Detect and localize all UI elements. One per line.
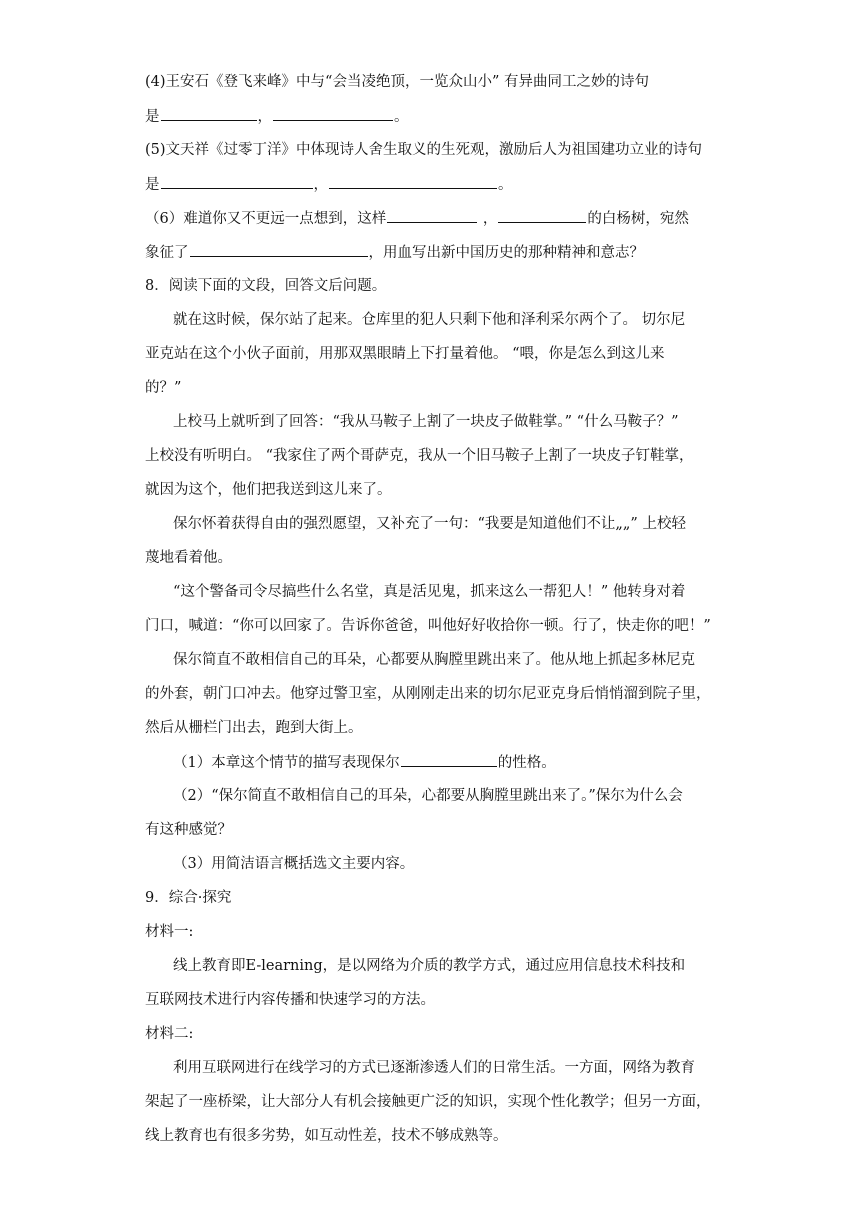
q8-passage-line: 亚克站在这个小伙子面前，用那双黑眼睛上下打量着他。 “喂，你是怎么到这儿来	[145, 346, 665, 362]
q7-item4-prefix: 是	[145, 109, 160, 125]
answer-blank[interactable]	[401, 752, 497, 767]
q9-material2-line: 利用互联网进行在线学习的方式已逐渐渗透人们的日常生活。一方面，网络为教育	[173, 1060, 695, 1076]
q9-material1-label: 材料一:	[145, 924, 194, 940]
q8-passage-line: 的外套，朝门口冲去。他穿过警卫室，从刚刚走出来的切尔尼亚克身后悄悄溜到院子里，	[145, 686, 711, 702]
answer-blank[interactable]	[161, 106, 257, 121]
answer-blank[interactable]	[273, 106, 393, 121]
q8-passage-line: 的？”	[145, 380, 182, 396]
q8-passage-line: 然后从栅栏门出去，跑到大街上。	[145, 720, 363, 736]
q9-material1-line: 线上教育即E-learning，是以网络为介质的教学方式，通过应用信息技术科技和	[173, 958, 686, 974]
answer-blank[interactable]	[498, 208, 586, 223]
q9-material2-label: 材料二:	[145, 1026, 194, 1042]
q7-item5-comma: ，	[313, 177, 328, 193]
q8-sub2-line1: （2）“保尔简直不敢相信自己的耳朵，心都要从胸膛里跳出来了。”保尔为什么会	[173, 788, 683, 804]
q7-item6-line2	[145, 242, 725, 263]
q7-item4-line1: (4)王安石《登飞来峰》中与“会当凌绝顶，一览众山小” 有异曲同工之妙的诗句	[145, 74, 649, 90]
q7-item6-line1	[145, 208, 725, 229]
q7-item4-end: 。	[394, 109, 409, 125]
q8-passage-line: “这个警备司令尽搞些什么名堂，真是活见鬼，抓来这么一帮犯人！” 他转身对着	[173, 584, 686, 600]
q7-item4-line2	[145, 106, 725, 127]
q8-passage-line: 就因为这个，他们把我送到这儿来了。	[145, 482, 392, 498]
q8-passage-line: 上校马上就听到了回答：“我从马鞍子上割了一块皮子做鞋掌。” “什么马鞍子？”	[173, 414, 679, 430]
q8-sub1	[173, 752, 753, 773]
q8-passage-line: 蔑地看着他。	[145, 550, 232, 566]
q8-passage-line: 保尔怀着获得自由的强烈愿望，又补充了一句：“我要是知道他们不让„„” 上校轻	[173, 516, 686, 532]
q9-material2-line: 架起了一座桥梁，让大部分人有机会接触更广泛的知识，实现个性化教学；但另一方面，	[145, 1094, 711, 1110]
q8-sub3: （3）用简洁语言概括选文主要内容。	[173, 856, 415, 872]
q8-sub1-prefix: （1）本章这个情节的描写表现保尔	[173, 755, 400, 771]
q7-item6-end: ，用血写出新中国历史的那种精神和意志？	[368, 245, 644, 261]
q9-material2-line: 线上教育也有很多劣势，如互动性差，技术不够成熟等。	[145, 1128, 508, 1144]
q8-passage-line: 上校没有听明白。 “我家住了两个哥萨克，我从一个旧马鞍子上割了一块皮子钉鞋掌，	[145, 448, 694, 464]
q7-item6-prefix2: 象征了	[145, 245, 189, 261]
answer-blank[interactable]	[190, 242, 368, 257]
q8-title: 8．阅读下面的文段，回答文后问题。	[145, 278, 387, 294]
q7-item5-end: 。	[498, 177, 513, 193]
q7-item4-comma: ，	[257, 109, 272, 125]
q7-item6-prefix: （6）难道你又不更远一点想到，这样	[145, 211, 387, 227]
q7-item6-mid: 的白杨树，宛然	[587, 211, 689, 227]
q9-title: 9．综合·探究	[145, 890, 232, 906]
q8-passage-line: 就在这时候，保尔站了起来。仓库里的犯人只剩下他和泽利采尔两个了。 切尔尼	[173, 312, 686, 328]
q8-passage-line: 保尔简直不敢相信自己的耳朵，心都要从胸膛里跳出来了。他从地上抓起多林尼克	[173, 652, 695, 668]
q8-passage-line: 门口，喊道：“你可以回家了。告诉你爸爸，叫他好好收拾你一顿。行了，快走你的吧！”	[145, 618, 711, 634]
q9-material1-line: 互联网技术进行内容传播和快速学习的方法。	[145, 992, 435, 1008]
q8-sub2-line2: 有这种感觉？	[145, 822, 232, 838]
q7-item6-comma: ，	[478, 211, 498, 227]
answer-blank[interactable]	[329, 174, 497, 189]
q7-item5-prefix: 是	[145, 177, 160, 193]
q7-item5-line2	[145, 174, 725, 195]
q8-sub1-suffix: 的性格。	[497, 755, 556, 771]
answer-blank[interactable]	[387, 208, 477, 223]
q7-item5-line1: (5)文天祥《过零丁洋》中体现诗人舍生取义的生死观，激励后人为祖国建功立业的诗句	[145, 142, 703, 158]
answer-blank[interactable]	[161, 174, 313, 189]
